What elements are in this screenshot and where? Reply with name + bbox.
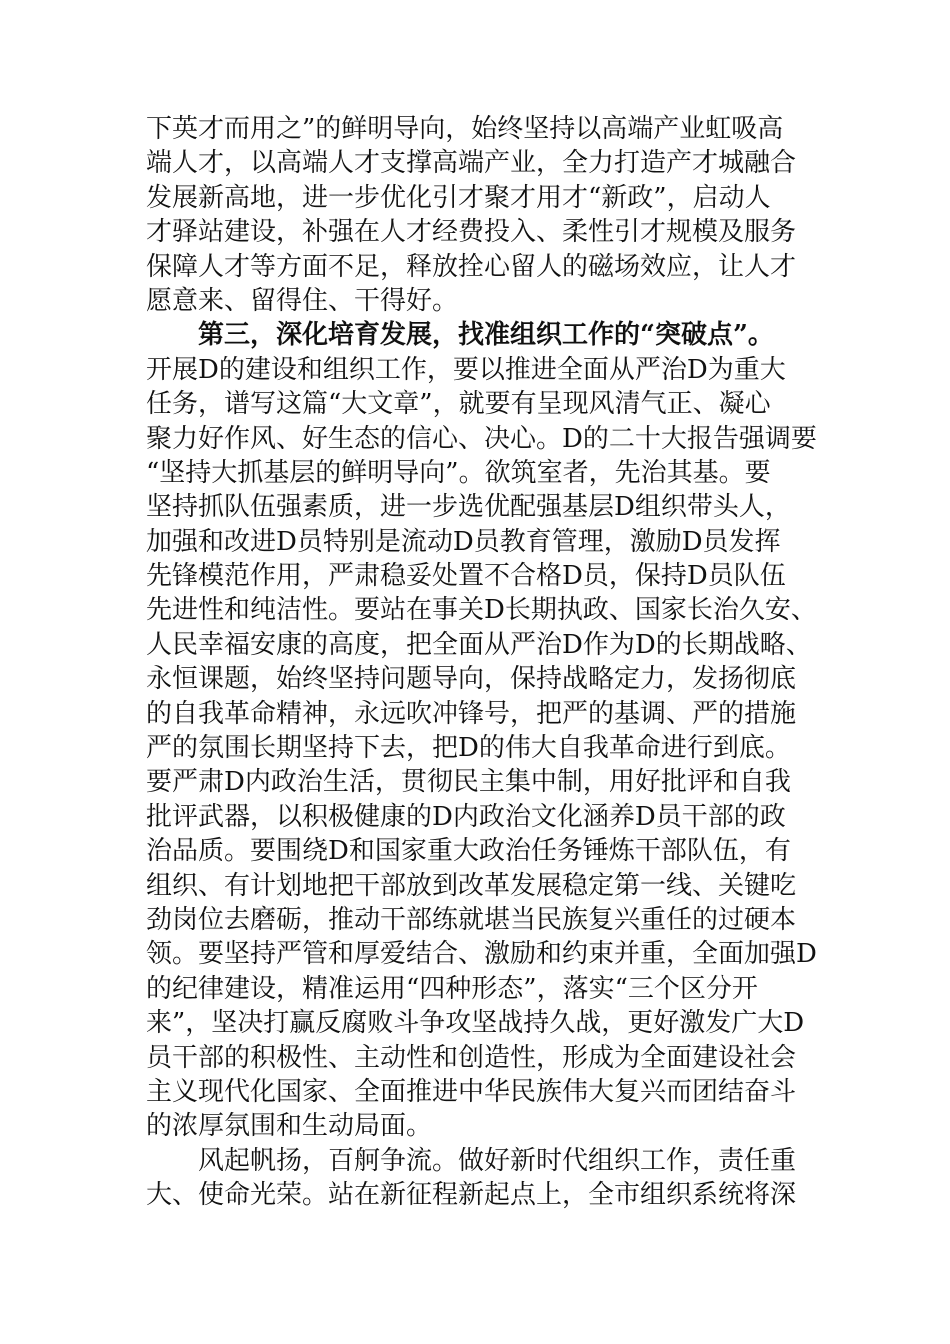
text-line: 保障人才等方面不足，释放拴心留人的磁场效应，让人才 (146, 251, 797, 282)
text-line: 坚持抓队伍强素质，进一步选优配强基层D组织带头人， (146, 492, 791, 523)
text-line: 愿意来、留得住、干得好。 (146, 285, 459, 316)
text-line: 先进性和纯洁性。要站在事关D长期执政、国家长治久安、 (146, 595, 817, 626)
body-text (146, 112, 846, 1213)
text-line: 大、使命光荣。站在新征程新起点上，全市组织系统将深 (146, 1180, 797, 1211)
text-line: 先锋模范作用，严肃稳妥处置不合格D员，保持D员队伍 (146, 561, 786, 592)
text-line: 下英才而用之”的鲜明导向，始终坚持以高端产业虹吸高 (146, 114, 784, 144)
text-line: 治品质。要围绕D和国家重大政治任务锤炼干部队伍，有 (146, 836, 791, 867)
paragraph-start-line: 风起帆扬，百舸争流。做好新时代组织工作，责任重 (198, 1145, 797, 1176)
text-line: 才驿站建设，补强在人才经费投入、柔性引才规模及服务 (146, 217, 797, 248)
text-line: 聚力好作风、好生态的信心、决心。D的二十大报告强调要 (146, 423, 817, 454)
text-line: 批评武器，以积极健康的D内政治文化涵养D员干部的政 (146, 801, 786, 832)
text-line: 主义现代化国家、全面推进中华民族伟大复兴而团结奋斗 (146, 1076, 797, 1107)
text-line: 的自我革命精神，永远吹冲锋号，把严的基调、严的措施 (146, 698, 797, 729)
text-line: 的纪律建设，精准运用“四种形态”，落实“三个区分开 (146, 973, 758, 1004)
text-line: 要严肃D内政治生活，贯彻民主集中制，用好批评和自我 (146, 767, 791, 798)
text-line: 领。要坚持严管和厚爱结合、激励和约束并重，全面加强D (146, 939, 817, 970)
text-line: “坚持大抓基层的鲜明导向”。欲筑室者，先治其基。要 (146, 457, 771, 488)
text-line: 员干部的积极性、主动性和创造性，形成为全面建设社会 (146, 1042, 797, 1073)
section-heading: 第三，深化培育发展，找准组织工作的“突破点”。 (198, 320, 774, 351)
text-line: 发展新高地，进一步优化引才聚才用才“新政”，启动人 (146, 182, 771, 213)
text-line: 组织、有计划地把干部放到改革发展稳定第一线、关键吃 (146, 870, 797, 901)
text-line: 来”，坚决打赢反腐败斗争攻坚战持久战，更好激发广大D (146, 1008, 805, 1039)
text-line: 任务，谱写这篇“大文章”，就要有呈现风清气正、凝心 (146, 389, 771, 420)
text-line: 的浓厚氛围和生动局面。 (146, 1111, 433, 1142)
text-line: 永恒课题，始终坚持问题导向，保持战略定力，发扬彻底 (146, 664, 797, 695)
text-line: 开展D的建设和组织工作，要以推进全面从严治D为重大 (146, 354, 786, 385)
text-line: 加强和改进D员特别是流动D员教育管理，激励D员发挥 (146, 526, 781, 557)
text-line: 劲岗位去磨砺，推动干部练就堪当民族复兴重任的过硬本 (146, 904, 797, 935)
text-line: 端人才，以高端人才支撑高端产业，全力打造产才城融合 (146, 148, 797, 179)
text-line: 严的氛围长期坚持下去，把D的伟大自我革命进行到底。 (146, 733, 791, 764)
text-line: 人民幸福安康的高度，把全面从严治D作为D的长期战略、 (146, 629, 812, 660)
